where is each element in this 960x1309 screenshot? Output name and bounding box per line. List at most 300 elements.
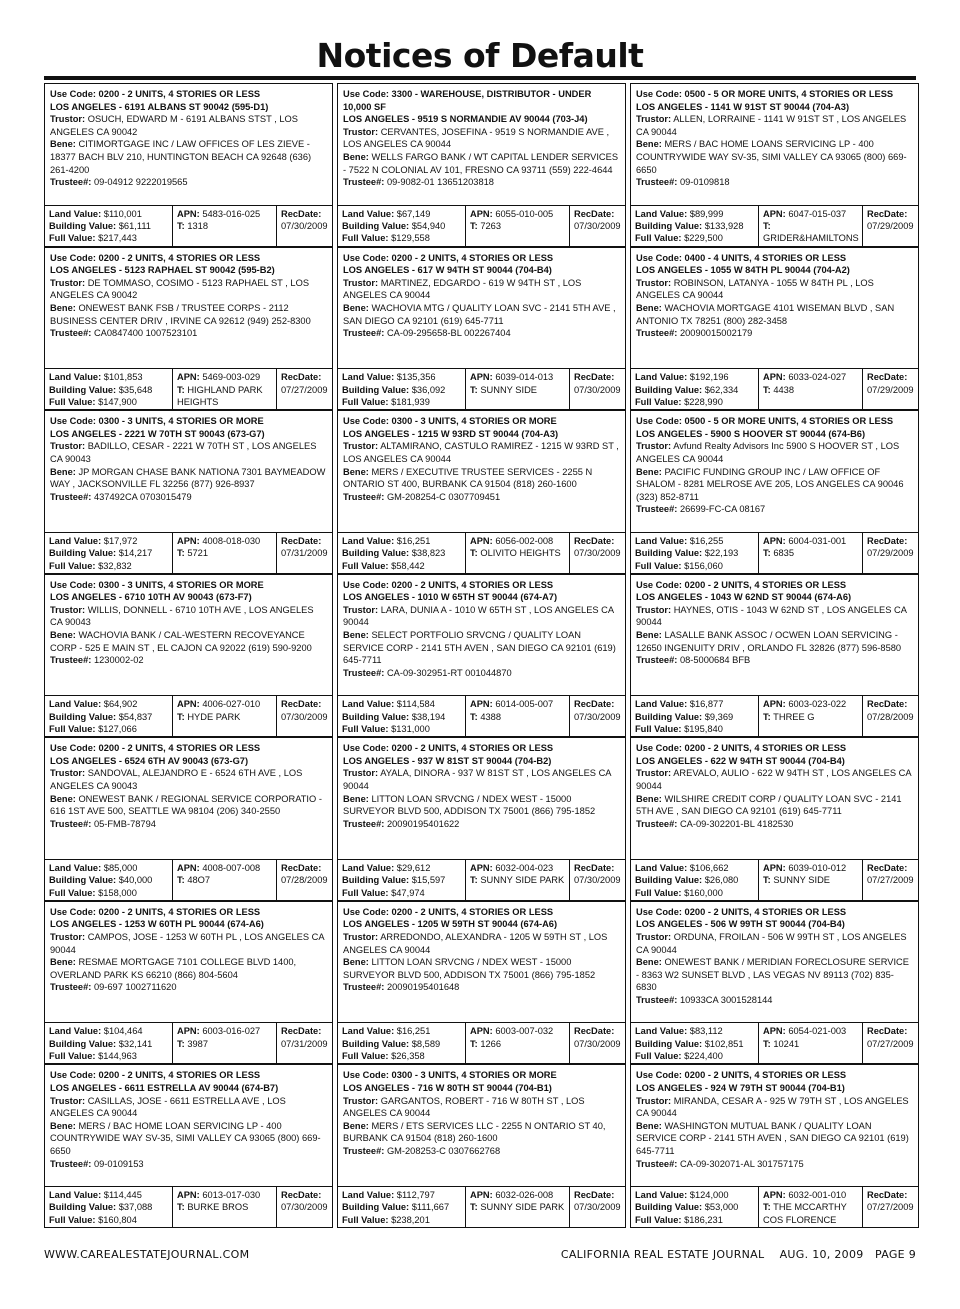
value-cell [45, 696, 172, 737]
bene-value: SELECT PORTFOLIO SRVCNG / QUALITY LOAN SERVICE CORP - 2141 5TH AVEN , SAN DIEGO CA 92101 (619) 645-7711 [343, 630, 616, 666]
recdate-cell [276, 860, 332, 901]
trustor-label: Trustor: [50, 1095, 86, 1106]
page-footer [44, 1248, 916, 1264]
tract-label: T: [763, 1202, 771, 1213]
notice-card [630, 1064, 919, 1228]
building-label: Building Value: [342, 548, 410, 559]
apn-cell [465, 533, 569, 574]
trustee-value: 20090015002179 [679, 328, 753, 339]
trustee-label: Trustee#: [343, 982, 385, 993]
trustee-line [50, 176, 327, 189]
apn-cell [172, 696, 276, 737]
land-amount: $114,445 [103, 1189, 142, 1200]
tract-label: T: [470, 1038, 478, 1049]
apn-label: APN: [177, 1189, 200, 1200]
trustee-line [636, 327, 913, 340]
apn-cell [172, 1187, 276, 1228]
apn-label: APN: [177, 208, 200, 219]
recdate-label: RecDate: [867, 535, 908, 546]
recdate-value: 07/30/2009 [574, 220, 621, 231]
apn-label: APN: [470, 862, 493, 873]
value-cell [631, 1187, 758, 1228]
building-value [635, 384, 754, 396]
trustor-value: CASILLAS, JOSE - 6611 ESTRELLA AVE , LOS ANGELES CA 90044 [50, 1095, 286, 1119]
page-title: Notices of Default [316, 36, 644, 75]
full-amount: $160,000 [684, 887, 723, 898]
full-amount: $129,558 [391, 233, 430, 244]
trustee-value: 09-0109818 [679, 177, 730, 188]
trustor-value: DE TOMMASO, COSIMO - 5123 RAPHAEL ST , LOS ANGELES CA 90042 [50, 277, 310, 301]
trustee-label: Trustee#: [343, 1145, 385, 1156]
value-cell [338, 1023, 465, 1064]
use-code: Use Code: 0300 - 3 UNITS, 4 STORIES OR MORE [343, 1070, 557, 1081]
land-label: Land Value: [49, 862, 102, 873]
full-value [635, 723, 754, 735]
bene-label: Bene: [50, 302, 76, 313]
building-label: Building Value: [635, 384, 703, 395]
notice-card [44, 737, 333, 901]
recdate-value: 07/29/2009 [867, 548, 914, 559]
full-label: Full Value: [342, 1214, 389, 1225]
bene-value: RESMAE MORTGAGE 7101 COLLEGE BLVD 1400, OVERLAND PARK KS 66210 (866) 804-5604 [50, 957, 297, 980]
property-address: LOS ANGELES - 6191 ALBANS ST 90042 (595-D1) [50, 101, 269, 112]
value-cell [338, 860, 465, 901]
property-address: LOS ANGELES - 1010 W 65TH ST 90044 (674-A7) [343, 592, 558, 603]
property-address: LOS ANGELES - 5900 S HOOVER ST 90044 (674-B6) [636, 428, 866, 439]
trustee-value: 20090195401648 [386, 982, 460, 993]
land-amount: $85,000 [103, 862, 138, 873]
trustor-value: AYALA, DINORA - 937 W 81ST ST , LOS ANGELES CA 90044 [343, 768, 611, 792]
full-label: Full Value: [49, 1051, 96, 1062]
apn-line [177, 1025, 272, 1037]
recdate-value: 07/27/2009 [867, 875, 914, 886]
use-code: Use Code: 0500 - 5 OR MORE UNITS, 4 STORIES OR LESS [636, 416, 894, 427]
recdate-label: RecDate: [281, 535, 322, 546]
use-code: Use Code: 3300 - WAREHOUSE, DISTRIBUTOR - UNDER 10,000 SF [343, 89, 592, 112]
building-value [635, 1201, 754, 1213]
property-address: LOS ANGELES - 1055 W 84TH PL 90044 (704-A2) [636, 265, 850, 276]
notice-card [630, 737, 919, 901]
bene-value: MERS / ETS SERVICES LLC - 2255 N ONTARIO ST 40, BURBANK CA 91504 (818) 260-1600 [343, 1120, 606, 1144]
building-label: Building Value: [342, 384, 410, 395]
use-code: Use Code: 0200 - 2 UNITS, 4 STORIES OR LESS [636, 743, 847, 754]
land-value [49, 1025, 168, 1037]
apn-line [470, 862, 565, 874]
land-amount: $104,464 [103, 1026, 143, 1037]
tract-line [177, 384, 272, 409]
land-amount: $114,584 [396, 699, 435, 710]
land-label: Land Value: [49, 1189, 102, 1200]
apn-cell [172, 860, 276, 901]
apn-line [763, 371, 858, 383]
apn-line [470, 1025, 565, 1037]
trustee-line [50, 654, 327, 667]
apn-value: 6039-010-012 [788, 862, 847, 873]
apn-line [470, 1189, 565, 1201]
notice-body [631, 248, 918, 369]
recdate-label: RecDate: [574, 535, 615, 546]
building-label: Building Value: [49, 1038, 117, 1049]
building-value [49, 874, 168, 886]
tract-value: GRIDER&HAMILTONS [763, 233, 859, 244]
property-address: LOS ANGELES - 937 W 81ST ST 90044 (704-B2) [343, 755, 552, 766]
value-cell [631, 696, 758, 737]
trustor-line [636, 440, 913, 465]
trustee-line [343, 327, 620, 340]
value-cell [45, 1187, 172, 1228]
bene-line [343, 956, 620, 981]
trustee-value: CA-09-302201-BL 4182530 [679, 818, 794, 829]
apn-value: 6032-001-010 [788, 1189, 847, 1200]
recdate-cell [569, 369, 625, 410]
building-amount: $22,193 [704, 548, 739, 559]
trustee-value: CA-09-295658-BL 002267404 [386, 328, 511, 339]
apn-value: 6003-016-027 [202, 1026, 261, 1037]
apn-line [177, 698, 272, 710]
notice-card [44, 901, 333, 1065]
use-code: Use Code: 0400 - 4 UNITS, 4 STORIES OR LESS [636, 252, 847, 263]
trustee-label: Trustee#: [636, 1158, 678, 1169]
recdate-label: RecDate: [867, 1026, 908, 1037]
tract-line [177, 1201, 272, 1213]
full-amount: $26,358 [391, 1051, 425, 1062]
trustor-value: GARGANTOS, ROBERT - 716 W 80TH ST , LOS ANGELES CA 90044 [343, 1095, 585, 1119]
full-amount: $158,000 [98, 887, 137, 898]
bene-line [50, 466, 327, 491]
building-label: Building Value: [49, 548, 117, 559]
land-value [49, 208, 168, 220]
apn-value: 5469-003-029 [202, 372, 261, 383]
value-cell [45, 206, 172, 247]
notice-body [338, 575, 625, 696]
bene-value: WACHOVIA BANK / CAL-WESTERN RECOVEYANCE CORP - 525 E MAIN ST , EL CAJON CA 92022 (619) 590-9200 [50, 630, 312, 653]
tract-value: HIGHLAND PARK HEIGHTS [177, 384, 263, 407]
property-address: LOS ANGELES - 622 W 94TH ST 90044 (704-B4) [636, 755, 845, 766]
apn-label: APN: [763, 1189, 786, 1200]
recdate-cell [569, 206, 625, 247]
land-value [342, 862, 461, 874]
tract-line [763, 384, 858, 396]
bene-value: LITTON LOAN SRVCNG / NDEX WEST - 15000 SURVEYOR BLVD 500, ADDISON TX 75001 (866) 795-1852 [343, 793, 596, 817]
recdate-cell [276, 533, 332, 574]
notice-values [631, 1022, 918, 1063]
tract-value: SUNNY SIDE [480, 384, 538, 395]
trustee-value: CA-09-302071-AL 301757175 [679, 1158, 804, 1169]
property-address: LOS ANGELES - 5123 RAPHAEL ST 90042 (595-B2) [50, 265, 275, 276]
apn-cell [758, 696, 862, 737]
land-value [635, 1025, 754, 1037]
apn-value: 6003-023-022 [788, 699, 847, 710]
building-value [49, 220, 168, 232]
tract-value: BURKE BROS [187, 1202, 249, 1213]
trustor-label: Trustor: [636, 604, 672, 615]
recdate-value: 07/27/2009 [867, 1202, 914, 1213]
tract-value: 6835 [773, 548, 795, 559]
apn-cell [758, 860, 862, 901]
tract-line [177, 220, 272, 232]
full-value [49, 396, 168, 408]
trustee-value: 05-FMB-78794 [93, 818, 156, 829]
value-cell [338, 1187, 465, 1228]
tract-line [177, 711, 272, 723]
recdate-cell [276, 1023, 332, 1064]
land-amount: $67,149 [396, 208, 431, 219]
full-value [342, 560, 461, 572]
trustor-label: Trustor: [636, 1095, 672, 1106]
full-label: Full Value: [49, 233, 96, 244]
tract-line [470, 711, 565, 723]
tract-value: THE MCCARTHY COS FLORENCE [763, 1202, 847, 1225]
apn-cell [758, 533, 862, 574]
apn-value: 5483-016-025 [202, 208, 261, 219]
notice-body [631, 902, 918, 1023]
apn-value: 4006-027-010 [202, 699, 261, 710]
bene-label: Bene: [50, 793, 76, 804]
apn-line [763, 1189, 858, 1201]
trustee-value: GM-208253-C 0307662768 [386, 1145, 501, 1156]
notice-card [44, 410, 333, 574]
recdate-cell [276, 369, 332, 410]
trustee-value: CA-09-302951-RT 001044870 [386, 667, 512, 678]
bene-value: JP MORGAN CHASE BANK NATIONA 7301 BAYMEADOW WAY , JACKSONVILLE FL 32256 (877) 926-8937 [50, 466, 326, 490]
bene-label: Bene: [343, 302, 369, 313]
bene-label: Bene: [50, 957, 76, 968]
building-value [342, 711, 461, 723]
bene-line [343, 302, 620, 327]
full-label: Full Value: [635, 1214, 682, 1225]
land-value [49, 862, 168, 874]
full-amount: $224,400 [684, 1051, 723, 1062]
full-label: Full Value: [342, 396, 389, 407]
property-address: LOS ANGELES - 1141 W 91ST ST 90044 (704-A3) [636, 101, 850, 112]
recdate-value: 07/30/2009 [574, 384, 621, 395]
apn-cell [465, 1023, 569, 1064]
notice-values [45, 532, 332, 573]
notice-card [337, 247, 626, 411]
notice-values [338, 695, 625, 736]
full-label: Full Value: [342, 1051, 389, 1062]
notice-card [44, 1064, 333, 1228]
notice-values [631, 532, 918, 573]
recdate-cell [569, 1187, 625, 1228]
bene-line [343, 629, 620, 667]
bene-line [343, 151, 620, 176]
notice-card [44, 247, 333, 411]
trustor-line [636, 277, 913, 302]
title-rule [44, 76, 916, 80]
bene-line [50, 629, 327, 654]
building-label: Building Value: [635, 1038, 703, 1049]
recdate-label: RecDate: [281, 1189, 322, 1200]
trustor-label: Trustor: [50, 114, 86, 125]
value-cell [338, 533, 465, 574]
tract-label: T: [470, 1202, 478, 1213]
apn-label: APN: [470, 208, 493, 219]
footer-website[interactable]: WWW.CAREALESTATEJOURNAL.COM [44, 1248, 250, 1261]
notice-values [338, 1186, 625, 1227]
recdate-label: RecDate: [867, 1189, 908, 1200]
bene-value: ONEWEST BANK / MERIDIAN FORECLOSURE SERVICE - 8363 W2 SUNSET BLVD , LAS VEGAS NV 89113 (702) 835-6830 [636, 957, 909, 993]
land-value [635, 208, 754, 220]
trustee-line [636, 994, 913, 1007]
trustor-line [636, 113, 913, 138]
property-address: LOS ANGELES - 6524 6TH AV 90043 (673-G7) [50, 755, 249, 766]
tract-value: 1266 [480, 1038, 502, 1049]
apn-line [177, 371, 272, 383]
trustee-label: Trustee#: [50, 491, 92, 502]
bene-line [343, 793, 620, 818]
bene-line [50, 138, 327, 176]
recdate-value: 07/30/2009 [574, 1038, 621, 1049]
trustor-value: ALTAMIRANO, CASTULO RAMIREZ - 1215 W 93RD ST , LOS ANGELES CA 90044 [343, 441, 619, 464]
recdate-cell [862, 1187, 918, 1228]
land-amount: $124,000 [689, 1189, 729, 1200]
apn-value: 6056-002-008 [495, 535, 554, 546]
apn-value: 6003-007-032 [495, 1026, 554, 1037]
notice-body [631, 575, 918, 696]
use-code: Use Code: 0200 - 2 UNITS, 4 STORIES OR LESS [636, 906, 847, 917]
notice-body [45, 84, 332, 205]
notice-body [338, 84, 625, 205]
apn-cell [172, 369, 276, 410]
recdate-label: RecDate: [574, 1026, 615, 1037]
trustee-line [50, 327, 327, 340]
trustor-line [50, 604, 327, 629]
trustee-label: Trustee#: [636, 818, 678, 829]
notice-values [631, 1186, 918, 1227]
full-value [342, 396, 461, 408]
full-amount: $47,974 [391, 887, 425, 898]
land-value [635, 862, 754, 874]
trustor-label: Trustor: [343, 126, 379, 137]
recdate-value: 07/30/2009 [281, 220, 328, 231]
recdate-label: RecDate: [574, 372, 615, 383]
bene-value: ONEWEST BANK FSB / TRUSTEE CORPS - 2112 BUSINESS CENTER DRIV , IRVINE CA 92612 (949) 252-8300 [50, 302, 311, 326]
land-label: Land Value: [635, 372, 688, 383]
recdate-value: 07/28/2009 [867, 711, 914, 722]
trustor-label: Trustor: [343, 277, 379, 288]
recdate-cell [862, 696, 918, 737]
land-amount: $64,902 [103, 699, 138, 710]
tract-label: T: [470, 384, 478, 395]
recdate-label: RecDate: [574, 699, 615, 710]
bene-label: Bene: [636, 466, 662, 477]
bene-line [50, 1120, 327, 1158]
tract-label: T: [470, 875, 478, 886]
property-address: LOS ANGELES - 1205 W 59TH ST 90044 (674-A6) [343, 919, 558, 930]
apn-line [177, 535, 272, 547]
trustor-value: OSUCH, EDWARD M - 6191 ALBANS STST , LOS ANGELES CA 90042 [50, 114, 298, 137]
trustor-line [343, 440, 620, 465]
trustor-value: ORDUNA, FROILAN - 506 W 99TH ST , LOS ANGELES CA 90044 [636, 932, 907, 955]
bene-label: Bene: [50, 1120, 76, 1131]
land-value [49, 1189, 168, 1201]
bene-value: WASHINGTON MUTUAL BANK / QUALITY LOAN SERVICE CORP - 2141 5TH AVEN , SAN DIEGO CA 92101 (619) 645-7711 [636, 1120, 909, 1156]
bene-line [636, 138, 913, 176]
full-label: Full Value: [342, 233, 389, 244]
trustor-value: MIRANDA, CESAR A - 925 W 79TH ST , LOS ANGELES CA 90044 [636, 1095, 909, 1119]
bene-line [636, 629, 913, 654]
building-amount: $40,000 [118, 875, 153, 886]
notice-body [45, 902, 332, 1023]
tract-line [470, 547, 565, 559]
value-cell [631, 533, 758, 574]
full-amount: $147,900 [98, 396, 137, 407]
recdate-value: 07/27/2009 [281, 384, 328, 395]
apn-label: APN: [470, 1189, 493, 1200]
building-label: Building Value: [342, 711, 410, 722]
building-amount: $9,369 [704, 711, 734, 722]
apn-value: 6004-031-001 [788, 535, 847, 546]
full-label: Full Value: [49, 887, 96, 898]
trustor-value: ALLEN, LORRAINE - 1141 W 91ST ST , LOS ANGELES CA 90044 [636, 114, 907, 137]
trustee-value: 09-9082-01 13651203818 [386, 177, 494, 188]
apn-label: APN: [763, 862, 786, 873]
tract-value: THREE G [773, 711, 815, 722]
recdate-cell [276, 206, 332, 247]
land-label: Land Value: [342, 1026, 395, 1037]
tract-line [763, 1201, 858, 1226]
building-amount: $111,667 [411, 1202, 450, 1213]
bene-label: Bene: [343, 630, 369, 641]
building-label: Building Value: [342, 875, 410, 886]
recdate-value: 07/30/2009 [574, 875, 621, 886]
trustor-label: Trustor: [636, 277, 672, 288]
trustor-label: Trustor: [50, 768, 86, 779]
trustor-line [343, 604, 620, 629]
tract-value: 10241 [773, 1038, 800, 1049]
bene-label: Bene: [636, 630, 662, 641]
recdate-cell [862, 206, 918, 247]
apn-cell [758, 369, 862, 410]
tract-label: T: [470, 548, 478, 559]
notice-values [338, 1022, 625, 1063]
notice-body [631, 411, 918, 532]
full-amount: $186,231 [684, 1214, 723, 1225]
building-value [49, 1038, 168, 1050]
tract-label: T: [763, 711, 771, 722]
bene-label: Bene: [50, 139, 76, 150]
building-amount: $133,928 [704, 220, 744, 231]
bene-value: PACIFIC FUNDING GROUP INC / LAW OFFICE OF SHALOM - 8281 MELROSE AVE 205, LOS ANGELES CA 90046 (323) 852-8711 [636, 466, 904, 502]
recdate-value: 07/31/2009 [281, 1038, 328, 1049]
trustee-label: Trustee#: [343, 491, 385, 502]
bene-value: WILSHIRE CREDIT CORP / QUALITY LOAN SVC - 2141 5TH AVE , SAN DIEGO CA 92101 (619) 645-7711 [636, 793, 902, 817]
trustee-value: 26699-FC-CA 08167 [679, 504, 766, 515]
apn-line [763, 208, 858, 220]
land-value [635, 535, 754, 547]
land-value [635, 371, 754, 383]
building-amount: $36,092 [411, 384, 446, 395]
tract-label: T: [177, 711, 185, 722]
building-value [635, 220, 754, 232]
tract-line [470, 1201, 565, 1213]
building-value [342, 220, 461, 232]
property-address: LOS ANGELES - 506 W 99TH ST 90044 (704-B4) [636, 919, 845, 930]
use-code: Use Code: 0300 - 3 UNITS, 4 STORIES OR MORE [50, 579, 264, 590]
use-code: Use Code: 0200 - 2 UNITS, 4 STORIES OR LESS [343, 743, 554, 754]
recdate-cell [569, 696, 625, 737]
value-cell [45, 533, 172, 574]
property-address: LOS ANGELES - 924 W 79TH ST 90044 (704-B1) [636, 1083, 845, 1094]
trustor-value: SANDOVAL, ALEJANDRO E - 6524 6TH AVE , LOS ANGELES CA 90043 [50, 768, 303, 792]
bene-label: Bene: [343, 957, 369, 968]
bene-value: WACHOVIA MORTGAGE 4101 WISEMAN BLVD , SAN ANTONIO TX 78251 (800) 282-3458 [636, 302, 895, 326]
recdate-value: 07/30/2009 [281, 1202, 328, 1213]
full-value [635, 887, 754, 899]
trustor-line [343, 931, 620, 956]
trustor-value: LARA, DUNIA A - 1010 W 65TH ST , LOS ANGELES CA 90044 [343, 604, 614, 628]
